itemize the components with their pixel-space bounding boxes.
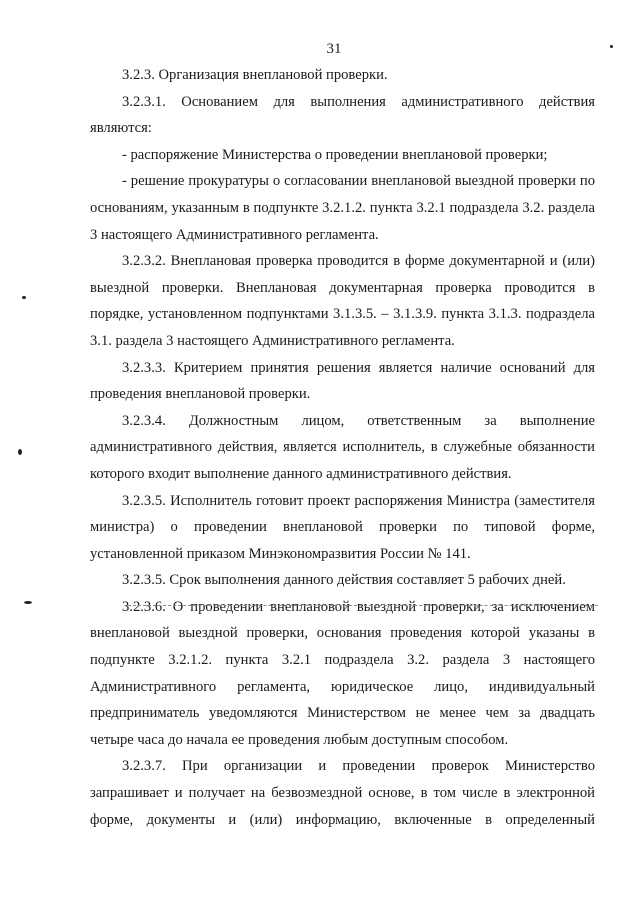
scan-speck	[610, 45, 613, 48]
paragraph: 3.2.3.5. Срок выполнения данного действия составляет 5 рабочих дней.	[122, 572, 566, 589]
list-item: - решение прокуратуры о согласовании внеплановой выездной проверки по основаниям, указанным в подпункте 3.2.1.2. пункта 3.2.1 подраздела 3.2. раздела 3 настоящего Административного регламента.	[90, 173, 595, 243]
paragraph: 3.2.3.4. Должностным лицом, ответственным за выполнение административного действия, является исполнитель, в служебные обязанности которого входит выполнение данного административного действия.	[90, 412, 595, 482]
paragraph: 3.2.3.1. Основанием для выполнения административного действия являются:	[90, 93, 595, 137]
scan-speck	[22, 296, 26, 299]
scan-fold-line	[128, 605, 598, 606]
document-body	[90, 62, 595, 833]
paragraph: 3.2.3.6. О проведении внеплановой выездной проверки, за исключением внеплановой выездной проверки, основания проведения которой указаны в подпункте 3.2.1.2. пункта 3.2.1 подраздела 3.2. раздела 3 настоящего Административного регламента, юридическое лицо, индивидуальный предприниматель уведомляются Министерством не менее чем за двадцать четыре часа до начала ее проведения любым доступным способом.	[90, 598, 595, 748]
scan-speck	[18, 449, 22, 455]
paragraph: 3.2.3.7. При организации и проведении проверок Министерство запрашивает и получает на безвозмездной основе, в том числе в электронной форме, документы и (или) информацию, включенные в определенный	[90, 758, 595, 828]
scan-speck	[24, 601, 32, 604]
paragraph: 3.2.3.2. Внеплановая проверка проводится в форме документарной и (или) выездной проверки. Внеплановая документарная проверка проводится в порядке, установленном подпунктами 3.1.3.5. – 3.1.3.9. пункта 3.1.3. подраздела 3.1. раздела 3 настоящего Административного регламента.	[90, 253, 595, 349]
paragraph: 3.2.3.3. Критерием принятия решения является наличие оснований для проведения внеплановой проверки.	[90, 359, 595, 403]
paragraph-heading: 3.2.3. Организация внеплановой проверки.	[122, 67, 388, 83]
paragraph: 3.2.3.5. Исполнитель готовит проект распоряжения Министра (заместителя министра) о проведении внеплановой проверки по типовой форме, установленной приказом Минэкономразвития России № 141.	[90, 492, 595, 562]
page-number: 31	[326, 41, 342, 57]
list-item: - распоряжение Министерства о проведении внеплановой проверки;	[122, 146, 548, 163]
